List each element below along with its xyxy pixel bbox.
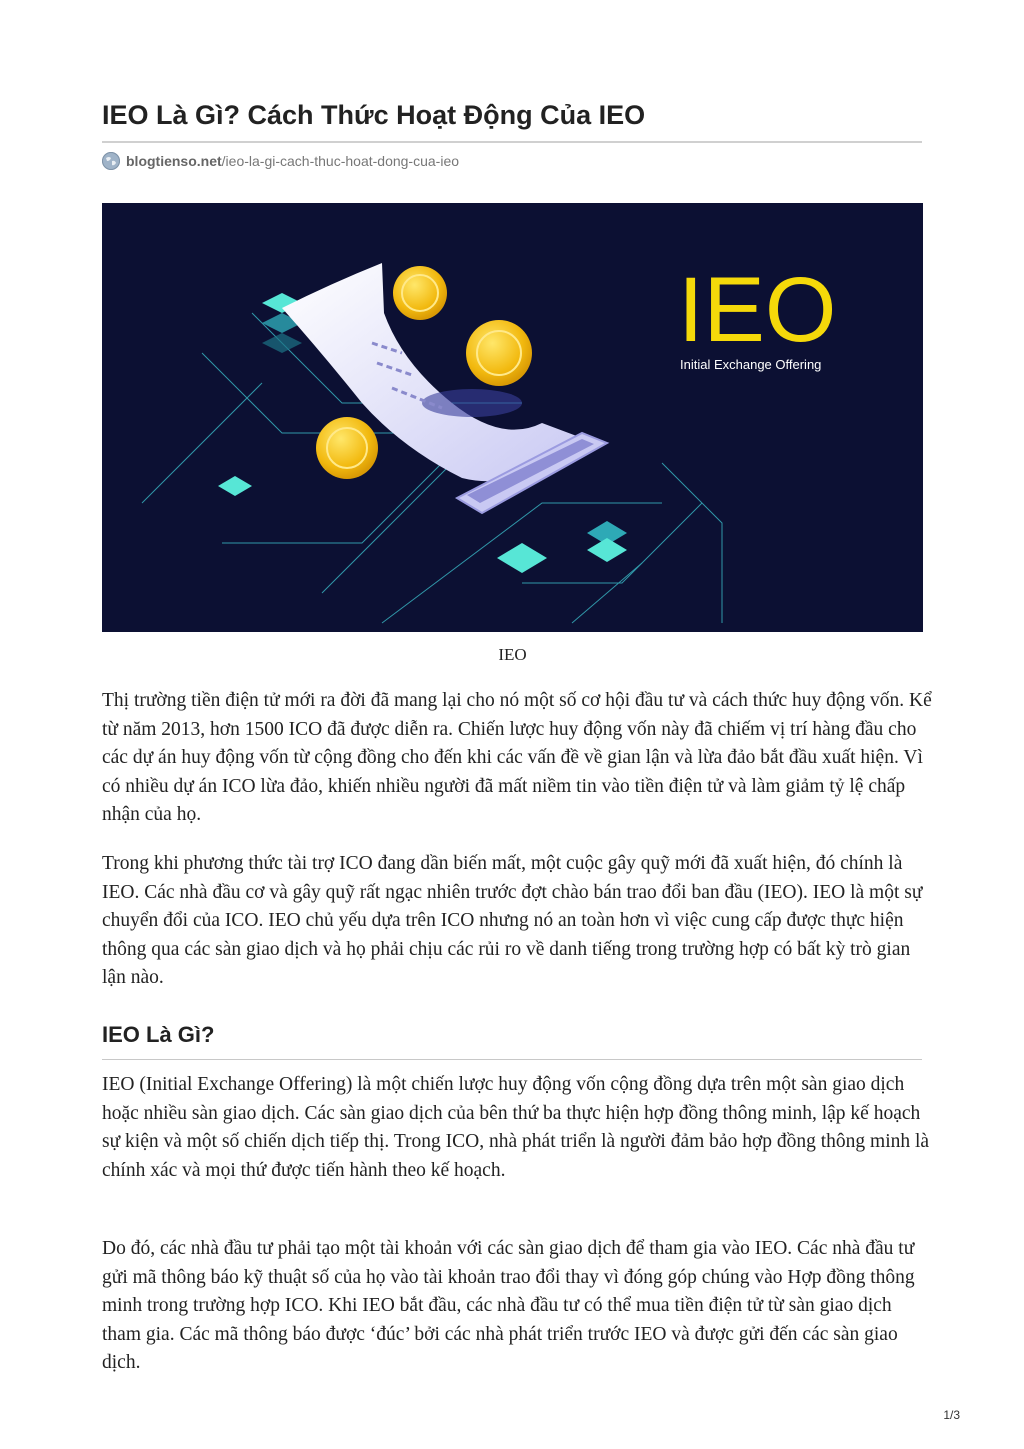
title-divider: [102, 141, 922, 143]
page-number: 1/3: [943, 1408, 960, 1422]
paragraph-4: Do đó, các nhà đầu tư phải tạo một tài khoản với các sàn giao dịch để tham gia vào IEO. Các nhà đầu tư gửi mã thông báo kỹ thuật số của họ vào tài khoản trao đổi thay vì đóng góp chúng vào Hợp đồng thông minh trong trường hợp ICO. Khi IEO bắt đầu, các nhà đầu tư có thể mua tiền điện tử từ sàn giao dịch tham gia. Các mã thông báo được ‘đúc’ bởi các nhà phát triển trước IEO và được gửi đến các sàn giao dịch.: [102, 1238, 915, 1374]
paragraph-3: IEO (Initial Exchange Offering) là một chiến lược huy động vốn cộng đồng dựa trên một sàn giao dịch hoặc nhiều sàn giao dịch. Các sàn giao dịch của bên thứ ba thực hiện hợp đồng thông minh, lập kế hoạch sự kiện và một số chiến dịch tiếp thị. Trong ICO, nhà phát triển là người đảm bảo hợp đồng thông minh là chính xác và mọi thứ được tiến hành theo kế hoạch.: [102, 1074, 930, 1181]
hero-image: [102, 203, 923, 632]
paragraph-1: Thị trường tiền điện tử mới ra đời đã mang lại cho nó một số cơ hội đầu tư và cách thức huy động vốn. Kể từ năm 2013, hơn 1500 ICO đã được diễn ra. Chiến lược huy động vốn này đã chiếm vị trí hàng đầu cho các dự án huy động vốn từ cộng đồng cho đến khi các vấn đề về gian lận và lừa đảo bắt đầu xuất hiện. Vì có nhiều dự án ICO lừa đảo, khiến nhiều người đã mất niềm tin vào tiền điện tử và làm giảm tỷ lệ chấp nhận của họ.: [102, 690, 932, 826]
ieo-illustration: [102, 203, 923, 632]
source-path[interactable]: /ieo-la-gi-cach-thuc-hoat-dong-cua-ieo: [221, 153, 460, 169]
ieo-logo-text: IEO: [678, 259, 837, 361]
section-heading: IEO Là Gì?: [102, 1022, 215, 1047]
globe-icon: [102, 152, 120, 170]
image-caption: IEO: [498, 645, 527, 664]
section-divider: [102, 1059, 922, 1060]
source-domain[interactable]: blogtienso.net: [126, 153, 222, 169]
page-title: IEO Là Gì? Cách Thức Hoạt Động Của IEO: [102, 100, 646, 130]
ieo-logo-subtitle: Initial Exchange Offering: [680, 357, 822, 372]
paragraph-2: Trong khi phương thức tài trợ ICO đang dần biến mất, một cuộc gây quỹ mới đã xuất hiện, đó chính là IEO. Các nhà đầu cơ và gây quỹ rất ngạc nhiên trước đợt chào bán trao đổi ban đầu (IEO). IEO là một sự chuyển đổi của ICO. IEO chủ yếu dựa trên ICO nhưng nó an toàn hơn vì việc cung cấp được thực hiện thông qua các sàn giao dịch và họ phải chịu các rủi ro về danh tiếng trong trường hợp có bất kỳ trò gian lận nào.: [102, 853, 923, 989]
source-link[interactable]: [102, 151, 459, 171]
